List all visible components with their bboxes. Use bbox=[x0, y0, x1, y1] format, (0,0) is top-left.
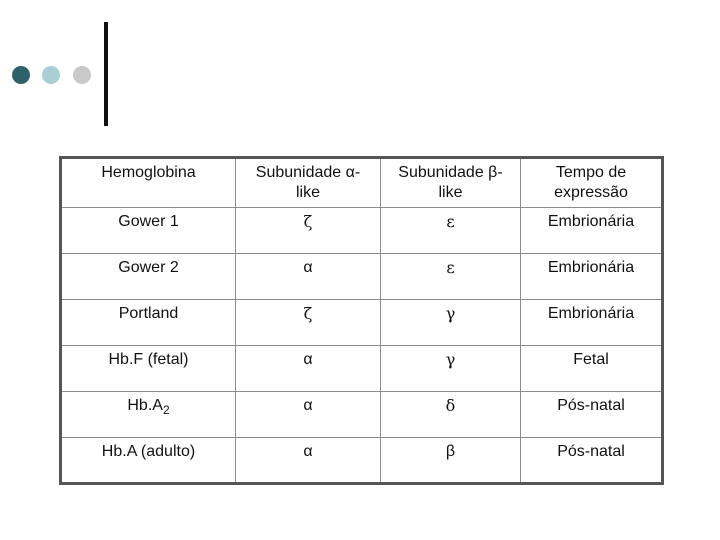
beta-subunit-cell: β bbox=[381, 438, 521, 484]
hemoglobin-name-cell: Gower 1 bbox=[61, 208, 236, 254]
expression-time-cell: Embrionária bbox=[521, 300, 663, 346]
alpha-subunit-cell: α bbox=[236, 346, 381, 392]
table-row bbox=[61, 438, 663, 484]
expression-time-cell: Embrionária bbox=[521, 254, 663, 300]
decor-dot-light-teal bbox=[42, 66, 60, 84]
hemoglobin-name-cell: Hb.A (adulto) bbox=[61, 438, 236, 484]
hemoglobin-name-cell: Hb.F (fetal) bbox=[61, 346, 236, 392]
decor-dot-gray bbox=[73, 66, 91, 84]
beta-subunit-cell: δ bbox=[381, 392, 521, 438]
table-row bbox=[61, 392, 663, 438]
hemoglobin-table bbox=[59, 156, 664, 485]
expression-time-cell: Pós-natal bbox=[521, 438, 663, 484]
subscript-number: 2 bbox=[162, 403, 170, 417]
header-cell-hemoglobina: Hemoglobina bbox=[61, 158, 236, 208]
expression-time-cell: Embrionária bbox=[521, 208, 663, 254]
header-cell-tempo: Tempo de expressão bbox=[521, 158, 663, 208]
hemoglobin-name-cell: Portland bbox=[61, 300, 236, 346]
alpha-subunit-cell: α bbox=[236, 254, 381, 300]
alpha-subunit-cell: ζ bbox=[236, 300, 381, 346]
table-row bbox=[61, 208, 663, 254]
hemoglobin-name-text: Hb.A bbox=[127, 397, 163, 414]
hemoglobin-name-cell bbox=[61, 392, 236, 438]
expression-time-cell: Fetal bbox=[521, 346, 663, 392]
decor-dot-dark bbox=[12, 66, 30, 84]
table-row bbox=[61, 346, 663, 392]
beta-subunit-cell: γ bbox=[381, 300, 521, 346]
hemoglobin-name-cell: Gower 2 bbox=[61, 254, 236, 300]
alpha-subunit-cell: α bbox=[236, 392, 381, 438]
header-cell-alpha-like: Subunidade α-like bbox=[236, 158, 381, 208]
beta-subunit-cell: ε bbox=[381, 208, 521, 254]
beta-subunit-cell: γ bbox=[381, 346, 521, 392]
beta-subunit-cell: ε bbox=[381, 254, 521, 300]
table-row bbox=[61, 254, 663, 300]
header-cell-beta-like: Subunidade β-like bbox=[381, 158, 521, 208]
expression-time-cell: Pós-natal bbox=[521, 392, 663, 438]
alpha-subunit-cell: ζ bbox=[236, 208, 381, 254]
alpha-subunit-cell: α bbox=[236, 438, 381, 484]
table-row bbox=[61, 300, 663, 346]
table-header-row bbox=[61, 158, 663, 208]
decor-vertical-line bbox=[104, 22, 108, 126]
